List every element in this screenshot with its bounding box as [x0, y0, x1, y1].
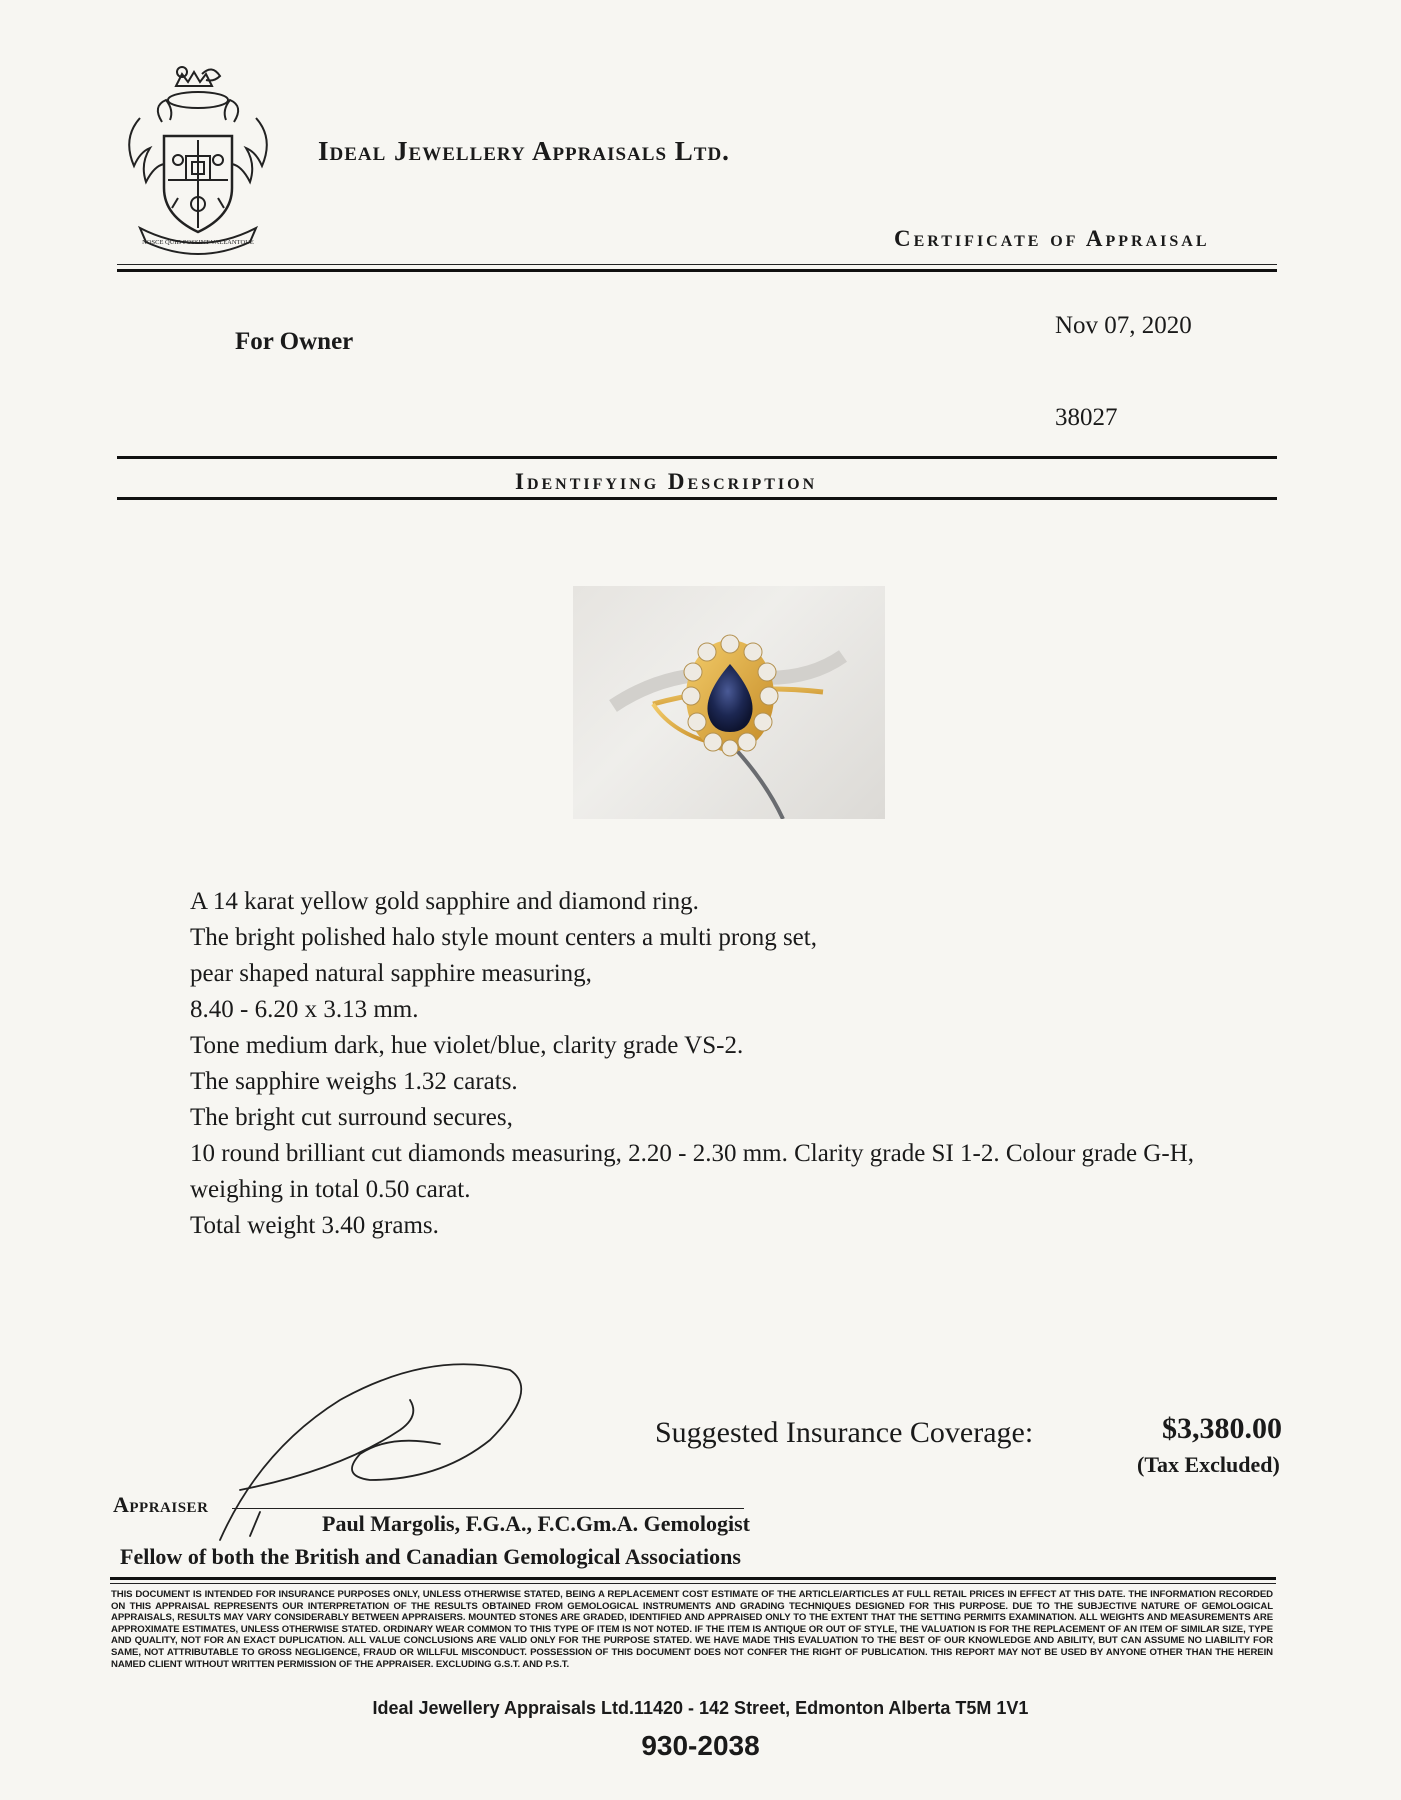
- ring-photo: [573, 586, 885, 819]
- description-line: The bright cut surround secures,: [190, 1104, 513, 1131]
- section-rule-top: [117, 456, 1277, 459]
- coverage-amount: $3,380.00: [1162, 1412, 1282, 1445]
- footer-phone: 930-2038: [641, 1730, 760, 1761]
- item-description: [190, 884, 1310, 1244]
- appraiser-label: Appraiser: [113, 1492, 209, 1517]
- legal-disclaimer: THIS DOCUMENT IS INTENDED FOR INSURANCE PURPOSES ONLY, UNLESS OTHERWISE STATED, BEING A REPLACEMENT COST ESTIMATE OF THE ARTICLE/ARTICLES AT FULL RETAIL PRICES IN EFFECT AT THIS DATE. THE INFORMATION RECORDED ON THIS APPRAISAL REPRESENTS OUR INTERPRETATION OF THE RESULTS OBTAINED FROM GEMOLOGICAL INSTRUMENTS AND GRADING TECHNIQUES DESIGNED FOR THIS PURPOSE. DUE TO THE SUBJECTIVE NATURE OF GEMOLOGICAL APPRAISALS, RESULTS MAY VARY CONSIDERABLY BETWEEN APPRAISERS. MOUNTED STONES ARE GRADED, IDENTIFIED AND APPRAISED ONLY TO THE EXTENT THAT THE SETTING PERMITS EXAMINATION. ALL WEIGHTS AND MEASUREMENTS ARE APPROXIMATE ESTIMATES, UNLESS OTHERWISE STATED. ORDINARY WEAR COMMON TO THIS TYPE OF ITEM IS NOT NOTED. IF THE ITEM IS ANTIQUE OR OUT OF STYLE, THE VALUATION IS FOR THE REPLACEMENT OF AN ITEM OF SIMILAR SIZE, TYPE AND QUALITY, NOT FOR AN EXACT DUPLICATION. ALL VALUE CONCLUSIONS ARE VALID ONLY FOR THE PURPOSE STATED. WE HAVE MADE THIS EVALUATION TO THE BEST OF OUR KNOWLEDGE AND ABILITY, BUT CAN ASSUME NO LIABILITY FOR SAME, NOT ATTRIBUTABLE TO GROSS NEGLIGENCE, FRAUD OR WILLFUL MISCONDUCT. POSSESSION OF THIS DOCUMENT DOES NOT CONFER THE RIGHT OF PUBLICATION. THIS REPORT MAY NOT BE USED BY ANYONE OTHER THAN THE HEREIN NAMED CLIENT WITHOUT WRITTEN PERMISSION OF THE APPRAISER. EXCLUDING G.S.T. AND P.S.T.: [111, 1589, 1273, 1670]
- description-line: The sapphire weighs 1.32 carats.: [190, 1068, 518, 1095]
- appraiser-name: Paul Margolis, F.G.A., F.C.Gm.A. Gemologist: [322, 1511, 750, 1536]
- section-title: Identifying Description: [515, 469, 818, 494]
- signature-line: [232, 1508, 744, 1509]
- reference-number: 38027: [1055, 404, 1118, 431]
- description-line: Total weight 3.40 grams.: [190, 1212, 439, 1239]
- owner-label: For Owner: [235, 328, 354, 355]
- section-rule-bottom: [117, 497, 1277, 500]
- description-line: A 14 karat yellow gold sapphire and diamond ring.: [190, 888, 699, 915]
- disclaimer-rule-top: [110, 1577, 1276, 1580]
- description-line: 10 round brilliant cut diamonds measuring, 2.20 - 2.30 mm. Clarity grade SI 1-2. Colour grade G-H,: [190, 1140, 1194, 1167]
- svg-text:NOSCE QUID POSSINT VALEANTQUE: NOSCE QUID POSSINT VALEANTQUE: [142, 239, 254, 246]
- footer-address: Ideal Jewellery Appraisals Ltd.11420 - 142 Street, Edmonton Alberta T5M 1V1: [372, 1698, 1029, 1718]
- company-crest: [118, 58, 278, 258]
- header-rule-top: [117, 264, 1277, 265]
- header-rule-bottom: [117, 269, 1277, 272]
- company-name: Ideal Jewellery Appraisals Ltd.: [318, 136, 730, 166]
- appraiser-credentials: Fellow of both the British and Canadian Gemological Associations: [120, 1544, 741, 1569]
- coverage-label: Suggested Insurance Coverage:: [655, 1416, 1034, 1449]
- description-line: Tone medium dark, hue violet/blue, clarity grade VS-2.: [190, 1032, 744, 1059]
- description-line: pear shaped natural sapphire measuring,: [190, 960, 592, 987]
- description-line: weighing in total 0.50 carat.: [190, 1176, 471, 1203]
- description-line: The bright polished halo style mount centers a multi prong set,: [190, 924, 817, 951]
- document-title: Certificate of Appraisal: [894, 226, 1210, 251]
- disclaimer-rule-bottom: [110, 1583, 1276, 1584]
- tax-note: (Tax Excluded): [1137, 1452, 1280, 1477]
- appraisal-date: Nov 07, 2020: [1055, 312, 1192, 339]
- description-line: 8.40 - 6.20 x 3.13 mm.: [190, 996, 419, 1023]
